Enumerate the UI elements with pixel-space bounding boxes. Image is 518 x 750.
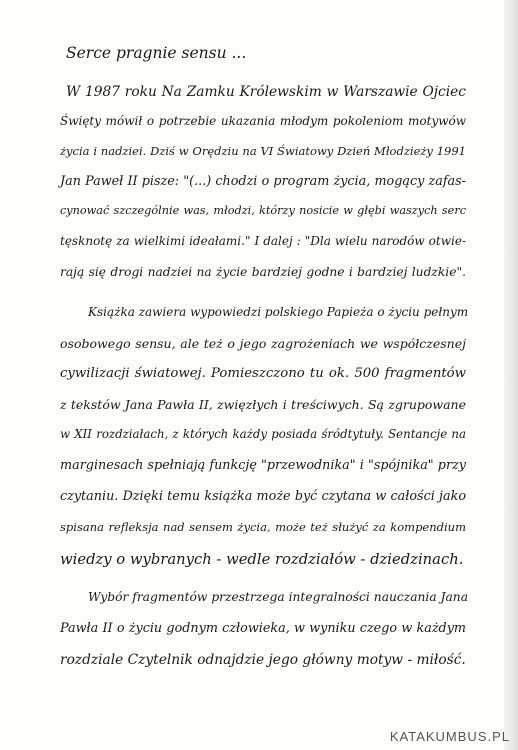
paragraph-2-line-6: marginesach spełniają funkcję "przewodnika" i "spójnika" przy: [60, 458, 466, 473]
paragraph-2-line-1: Książka zawiera wypowiedzi polskiego Papieża o życiu pełnym: [88, 305, 469, 319]
heading: Serce pragnie sensu ...: [66, 44, 247, 62]
paragraph-1-line-5: cynować szczególnie was, młodzi, którzy nosicie w głębi waszych serc: [60, 204, 466, 217]
paragraph-2-line-8: spisana refleksja nad sensem życia, może też służyć za kompendium: [60, 520, 466, 534]
paragraph-3-line-2: Pawła II o życiu godnym człowieka, w wyniku czego w każdym: [60, 621, 466, 636]
paragraph-2-line-9: wiedzy o wybranych - wedle rozdziałów - dziedzinach.: [60, 551, 464, 568]
paragraph-1-line-3: życia i nadziei. Dziś w Orędziu na VI Światowy Dzień Młodzieży 1991: [60, 144, 466, 158]
watermark: KATAKUMBUS.PL: [389, 729, 510, 744]
paragraph-3-line-1: Wybór fragmentów przestrzega integralności nauczania Jana: [88, 590, 468, 604]
paragraph-2-line-7: czytaniu. Dzięki temu książka może być czytana w całości jako: [60, 489, 466, 504]
paragraph-2-line-5: w XII rozdziałach, z których każdy posiada śródtytuły. Sentancje na: [60, 427, 466, 441]
paragraph-1-line-7: rają się drogi nadziei na życie bardziej godne i bardziej ludzkie".: [60, 265, 466, 279]
paragraph-1-line-1: W 1987 roku Na Zamku Królewskim w Warszawie Ojciec: [66, 84, 466, 100]
paragraph-2-line-3: cywilizacji światowej. Pomieszczono tu ok. 500 fragmentów: [60, 366, 466, 381]
paragraph-1-line-4: Jan Paweł II pisze: "(...) chodzi o program życia, mogący zafas-: [60, 174, 466, 189]
paragraph-1-line-2: Święty mówił o potrzebie ukazania młodym pokoleniom motywów: [60, 114, 466, 128]
paragraph-3-line-3: rozdziale Czytelnik odnajdzie jego główny motyw - miłość.: [60, 652, 466, 668]
paragraph-2-line-4: z tekstów Jana Pawła II, zwięzłych i treściwych. Są zgrupowane: [60, 397, 466, 412]
paragraph-1-line-6: tęsknotę za wielkimi ideałami." I dalej : "Dla wielu narodów otwie-: [60, 234, 466, 248]
paragraph-2-line-2: osobowego sensu, ale też o jego zagrożeniach we współczesnej: [60, 336, 466, 351]
